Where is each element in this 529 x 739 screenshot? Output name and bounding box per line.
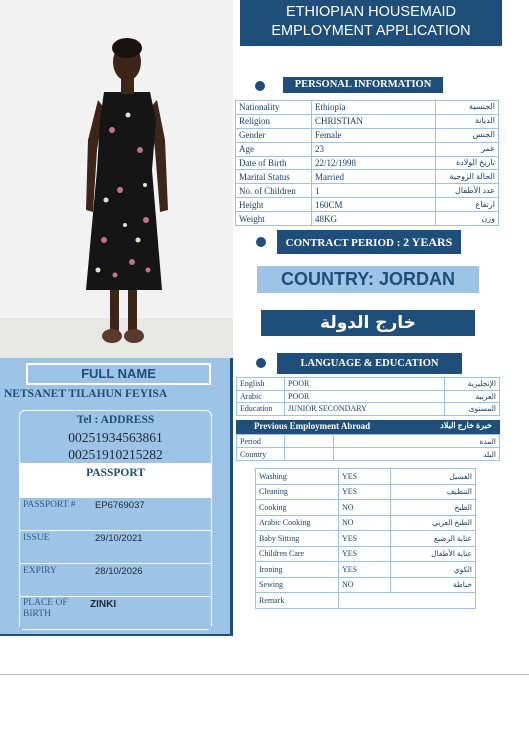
table-row: Ironing YES الكوي [256, 562, 476, 578]
table-row: Baby Sitting YES عناية الرضيع [256, 531, 476, 547]
tel-address-heading: Tel : ADDRESS [76, 414, 155, 426]
table-row: Education JUNIOR SECONDARY المستوى [237, 403, 500, 416]
full-name-value: NETSANET TILAHUN FEYISA [4, 388, 168, 400]
table-row: Religion CHRISTIAN الديانة [236, 114, 499, 128]
passport-heading: PASSPORT [20, 463, 211, 497]
table-row: Sewing NO خياطة [256, 577, 476, 593]
table-row: Arabic POOR العربية [237, 390, 500, 403]
table-row: Arabic Cooking NO الطبخ العربي [256, 515, 476, 531]
table-row: Cleaning YES التنظيف [256, 484, 476, 500]
phone-number-2: 00251910215282 [68, 447, 163, 462]
bullet-icon [255, 81, 265, 91]
table-row: No. of Children 1 عدد الأطفال [236, 184, 499, 198]
table-row: English POOR الإنجليزية [237, 378, 500, 391]
table-row: Children Care YES عناية الأطفال [256, 546, 476, 562]
personal-info-table [235, 100, 499, 226]
application-title [240, 0, 502, 46]
issue-label: ISSUE [23, 533, 50, 543]
table-row: Cooking NO الطبخ [256, 500, 476, 516]
table-row: Nationality Ethiopia الجنسية [236, 101, 499, 115]
contract-period-label: CONTRACT PERIOD : [285, 237, 401, 249]
table-row: Marital Status Married الحالة الزوجية [236, 170, 499, 184]
contract-period [277, 230, 461, 254]
country-value: JORDAN [379, 269, 456, 289]
table-row: Period المدة [237, 435, 500, 448]
table-row: Date of Birth 22/12/1998 تاريخ الولادة [236, 156, 499, 170]
contract-period-value: 2 YEARS [403, 235, 453, 249]
issue-value: 29/10/2021 [95, 533, 143, 544]
passport-number-value: EP6769037 [95, 500, 145, 511]
table-row: Height 160CM ارتفاع [236, 198, 499, 212]
table-row: Age 23 عمر [236, 142, 499, 156]
full-name-heading: FULL NAME [26, 363, 211, 385]
country-arabic: خارج الدولة [261, 310, 475, 336]
country-box [257, 266, 479, 293]
previous-employment-table [236, 434, 500, 461]
personal-info-heading: PERSONAL INFORMATION [283, 77, 443, 93]
table-row: Country البلد [237, 448, 500, 461]
expiry-label: EXPIRY [23, 566, 57, 576]
language-education-heading: LANGUAGE & EDUCATION [277, 353, 462, 374]
bullet-icon [256, 237, 266, 247]
phone-number-1: 00251934563861 [68, 430, 163, 445]
title-line-2: EMPLOYMENT APPLICATION [271, 23, 471, 39]
page-divider [0, 674, 529, 675]
table-row: Remark [256, 593, 476, 609]
passport-number-label: PASSPORT # [23, 500, 76, 510]
table-row: Weight 48KG وزن [236, 212, 499, 226]
place-of-birth-value: ZINKI [90, 599, 117, 610]
bullet-icon [256, 358, 266, 368]
expiry-value: 28/10/2026 [95, 566, 143, 577]
applicant-photo [0, 0, 233, 358]
previous-employment-heading: Previous Employment Abroad خبرة خارج البلاد [236, 420, 500, 434]
skills-table [255, 468, 476, 609]
table-row: Washing YES الغسيل [256, 469, 476, 485]
place-of-birth-label: PLACE OF BIRTH [23, 598, 68, 619]
language-education-table [236, 377, 500, 416]
title-line-1: ETHIOPIAN HOUSEMAID [286, 4, 456, 20]
country-label: COUNTRY: [280, 269, 374, 289]
table-row: Gender Female الجنس [236, 128, 499, 142]
